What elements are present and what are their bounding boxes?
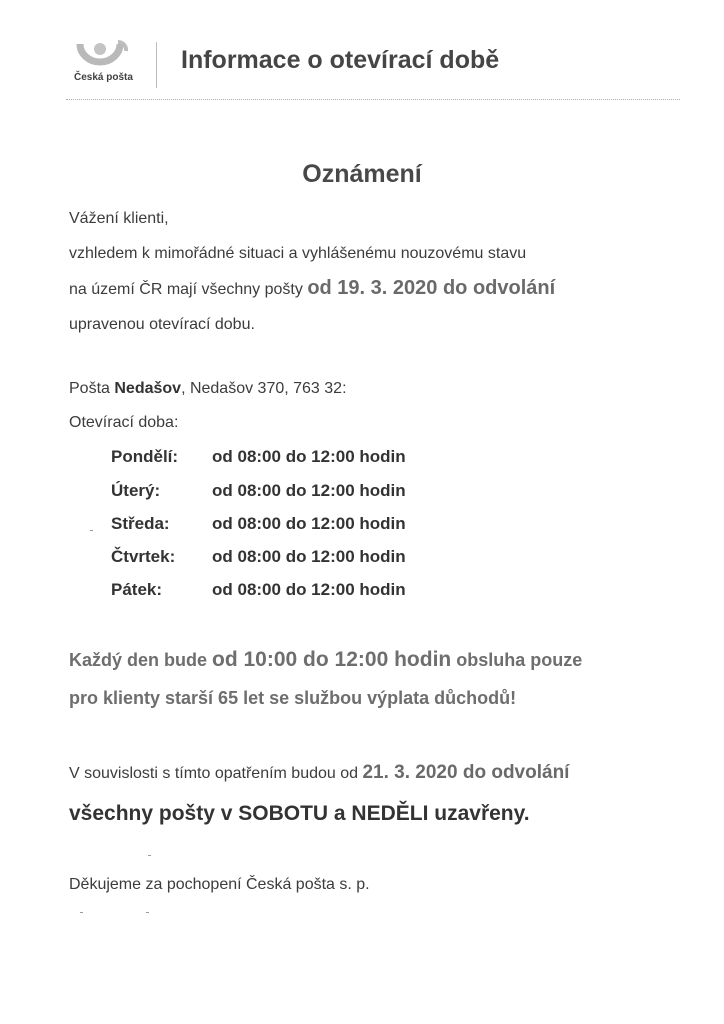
hours-time: od 08:00 do 12:00 hodin: [212, 447, 406, 466]
weekend-closure: všechny pošty v SOBOTU a NEDĚLI uzavřeny.: [69, 802, 530, 825]
hours-row-monday: [111, 447, 406, 467]
header-rule: [66, 99, 680, 100]
announcement-line-2: [69, 277, 555, 300]
senior-notice-line-2: pro klienty starší 65 let se službou výplata důchodů!: [69, 688, 517, 708]
weekend-date-highlight: 21. 3. 2020 do odvolání: [362, 762, 570, 783]
hours-day: Úterý:: [111, 481, 161, 500]
hours-label: Otevírací doba:: [69, 414, 179, 431]
office-name: Nedašov: [114, 380, 182, 397]
scan-speck: [80, 912, 83, 913]
hours-time: od 08:00 do 12:00 hodin: [212, 580, 406, 599]
hours-time: od 08:00 do 12:00 hodin: [212, 547, 406, 566]
scan-speck: [146, 912, 149, 913]
office-address-text: , Nedašov 370, 763 32:: [181, 380, 347, 397]
scan-speck: [148, 855, 151, 856]
hours-day: Pondělí:: [111, 447, 179, 466]
weekend-notice: [69, 762, 569, 784]
scan-speck: [90, 530, 93, 531]
validity-date-highlight: od 19. 3. 2020 do odvolání: [307, 277, 556, 299]
hours-time: od 08:00 do 12:00 hodin: [212, 514, 406, 533]
senior-notice-part-3: obsluha pouze: [451, 650, 583, 670]
hours-row-thursday: [111, 547, 406, 567]
header-divider: [156, 42, 157, 88]
hours-time: od 08:00 do 12:00 hodin: [212, 481, 406, 500]
thanks-signature: Děkujeme za pochopení Česká pošta s. p.: [69, 876, 370, 893]
announcement-title: Oznámení: [302, 160, 422, 188]
senior-notice-part-1: Každý den bude: [69, 650, 213, 670]
office-address: [69, 380, 347, 398]
hours-row-tuesday: [111, 481, 406, 501]
brand-name: Česká pošta: [74, 72, 133, 83]
senior-notice-line-1: [69, 648, 582, 672]
hours-row-wednesday: [111, 514, 406, 534]
hours-row-friday: [111, 580, 406, 600]
post-horn-icon: [74, 38, 144, 72]
hours-day: Pátek:: [111, 580, 163, 599]
weekend-prefix: V souvislosti s tímto opatřením budou od: [69, 765, 363, 782]
announcement-line-3: upravenou otevírací dobu.: [69, 316, 255, 333]
announcement-line-2-prefix: na území ČR mají všechny pošty: [69, 281, 308, 298]
hours-day: Středa:: [111, 514, 170, 533]
page-title: Informace o otevírací době: [181, 46, 500, 74]
senior-hours-highlight: od 10:00 do 12:00 hodin: [212, 648, 452, 671]
announcement-line-1: vzhledem k mimořádné situaci a vyhlášenému nouzovému stavu: [69, 245, 527, 262]
hours-day: Čtvrtek:: [111, 547, 176, 566]
ceska-posta-logo: [74, 38, 144, 88]
office-prefix: Pošta: [69, 380, 115, 397]
greeting: Vážení klienti,: [69, 210, 169, 227]
